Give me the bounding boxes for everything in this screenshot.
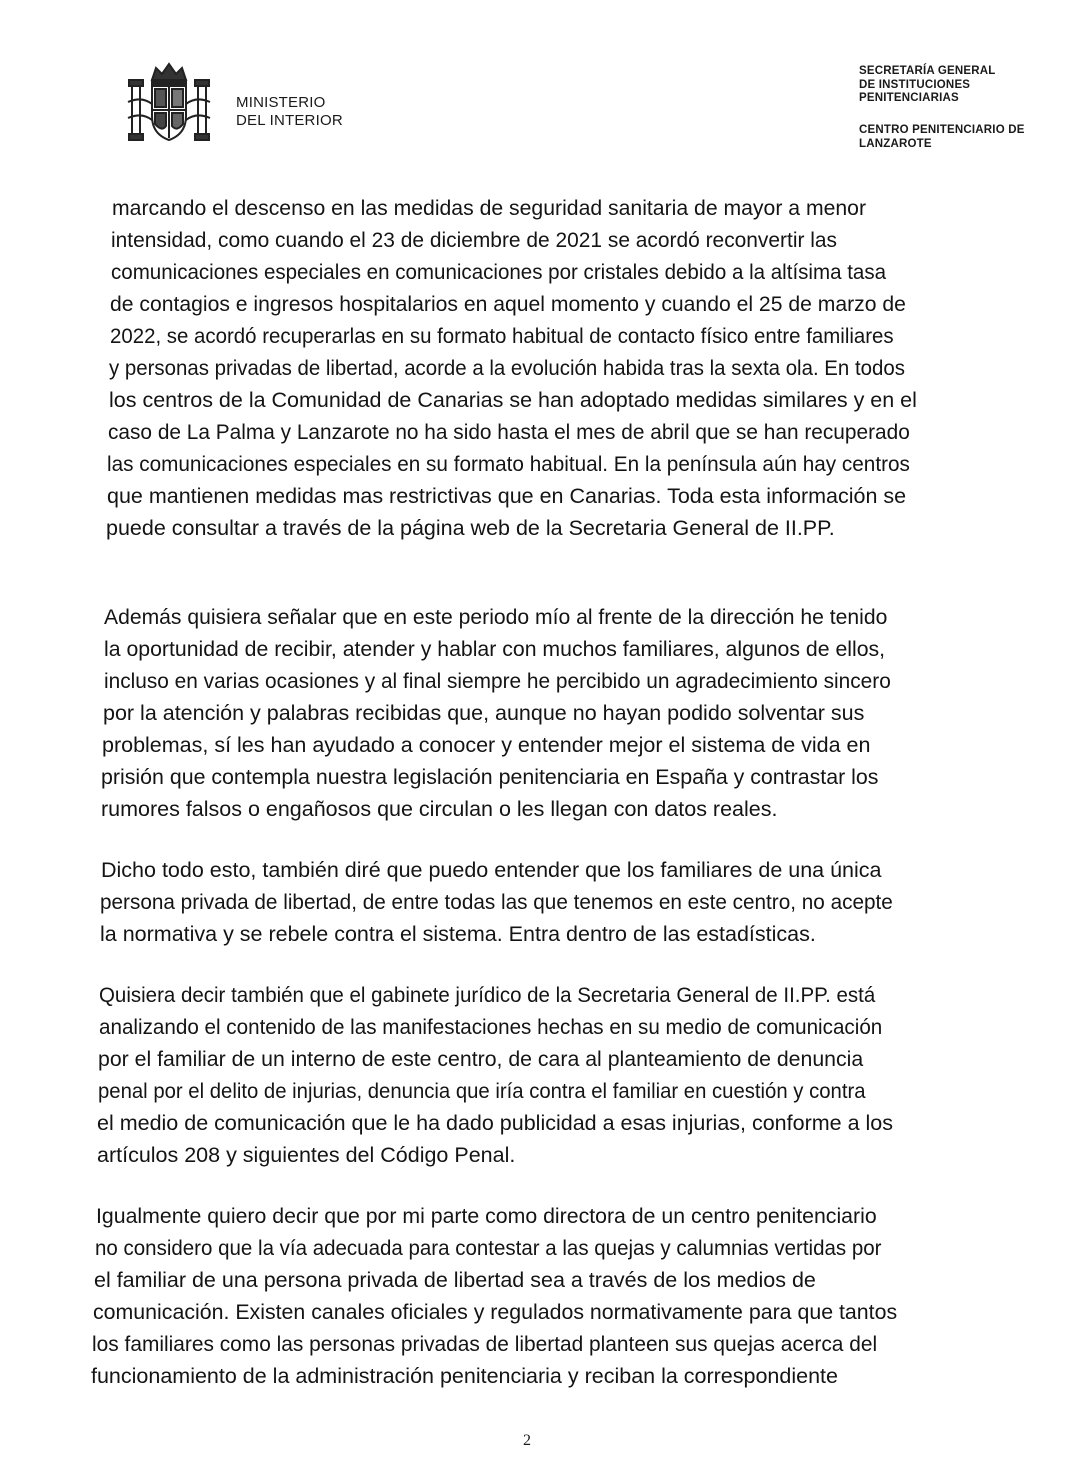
centro-line: LANZAROTE — [859, 137, 932, 150]
body-line: persona privada de libertad, de entre todas las que tenemos en este centro, no acepte — [100, 890, 893, 914]
body-line: la normativa y se rebele contra el sistema. Entra dentro de las estadísticas. — [100, 922, 816, 946]
body-line: incluso en varias ocasiones y al final siempre he percibido un agradecimiento sincero — [104, 669, 891, 693]
body-line: Quisiera decir también que el gabinete jurídico de la Secretaria General de II.PP. está — [99, 983, 876, 1007]
body-line: prisión que contempla nuestra legislación penitenciaria en España y contrastar los — [101, 765, 879, 789]
body-line: 2022, se acordó recuperarlas en su formato habitual de contacto físico entre familiares — [110, 324, 894, 348]
body-line: Igualmente quiero decir que por mi parte como directora de un centro penitenciario — [96, 1204, 877, 1228]
body-line: que mantienen medidas mas restrictivas que en Canarias. Toda esta información se — [107, 484, 907, 508]
ministry-line: DEL INTERIOR — [236, 112, 343, 129]
ministry-line: MINISTERIO — [236, 94, 326, 111]
coat-of-arms-icon — [122, 58, 216, 152]
body-line: rumores falsos o engañosos que circulan o les llegan con datos reales. — [101, 797, 778, 821]
body-line: los centros de la Comunidad de Canarias se han adoptado medidas similares y en el — [109, 388, 917, 412]
sgip-line: PENITENCIARIAS — [859, 92, 959, 104]
body-line: comunicación. Existen canales oficiales y regulados normativamente para que tantos — [93, 1300, 898, 1324]
body-line: y personas privadas de libertad, acorde a la evolución habida tras la sexta ola. En todos — [109, 356, 905, 380]
body-line: el medio de comunicación que le ha dado publicidad a esas injurias, conforme a los — [97, 1111, 893, 1135]
sgip-line: DE INSTITUCIONES — [859, 78, 971, 91]
body-line: de contagios e ingresos hospitalarios en aquel momento y cuando el 25 de marzo de — [110, 292, 906, 316]
centro-penitenciario-label — [859, 124, 1025, 151]
body-line: las comunicaciones especiales en su formato habitual. En la península aún hay centros — [107, 452, 910, 476]
body-line: penal por el delito de injurias, denuncia que iría contra el familiar en cuestión y contra — [98, 1079, 866, 1103]
body-line: problemas, sí les han ayudado a conocer y entender mejor el sistema de vida en — [102, 733, 871, 757]
secretaria-general-label — [859, 65, 996, 106]
ministry-name — [236, 94, 343, 130]
body-line: Dicho todo esto, también diré que puedo entender que los familiares de una única — [101, 858, 882, 882]
page-number: 2 — [523, 1432, 531, 1449]
body-line: Además quisiera señalar que en este periodo mío al frente de la dirección he tenido — [104, 605, 888, 629]
body-line: por el familiar de un interno de este centro, de cara al planteamiento de denuncia — [98, 1047, 864, 1071]
body-line: comunicaciones especiales en comunicaciones por cristales debido a la altísima tasa — [111, 260, 887, 284]
body-line: por la atención y palabras recibidas que, aunque no hayan podido solventar sus — [103, 701, 865, 725]
body-line: el familiar de una persona privada de libertad sea a través de los medios de — [94, 1268, 816, 1292]
body-line: caso de La Palma y Lanzarote no ha sido hasta el mes de abril que se han recuperado — [108, 420, 910, 444]
body-line: intensidad, como cuando el 23 de diciembre de 2021 se acordó reconvertir las — [111, 228, 838, 252]
body-line: puede consultar a través de la página web de la Secretaria General de II.PP. — [106, 516, 835, 540]
body-line: marcando el descenso en las medidas de seguridad sanitaria de mayor a menor — [112, 196, 867, 220]
body-line: no considero que la vía adecuada para contestar a las quejas y calumnias vertidas por — [95, 1236, 882, 1260]
body-line: los familiares como las personas privadas de libertad planteen sus quejas acerca del — [92, 1332, 878, 1356]
body-line: la oportunidad de recibir, atender y hablar con muchos familiares, algunos de ellos, — [104, 637, 886, 661]
centro-line: CENTRO PENITENCIARIO DE — [859, 124, 1025, 136]
sgip-line: SECRETARÍA GENERAL — [859, 65, 996, 77]
body-line: analizando el contenido de las manifestaciones hechas en su medio de comunicación — [99, 1015, 883, 1039]
body-line: artículos 208 y siguientes del Código Penal. — [97, 1143, 516, 1167]
body-line: funcionamiento de la administración penitenciaria y reciban la correspondiente — [91, 1364, 838, 1388]
